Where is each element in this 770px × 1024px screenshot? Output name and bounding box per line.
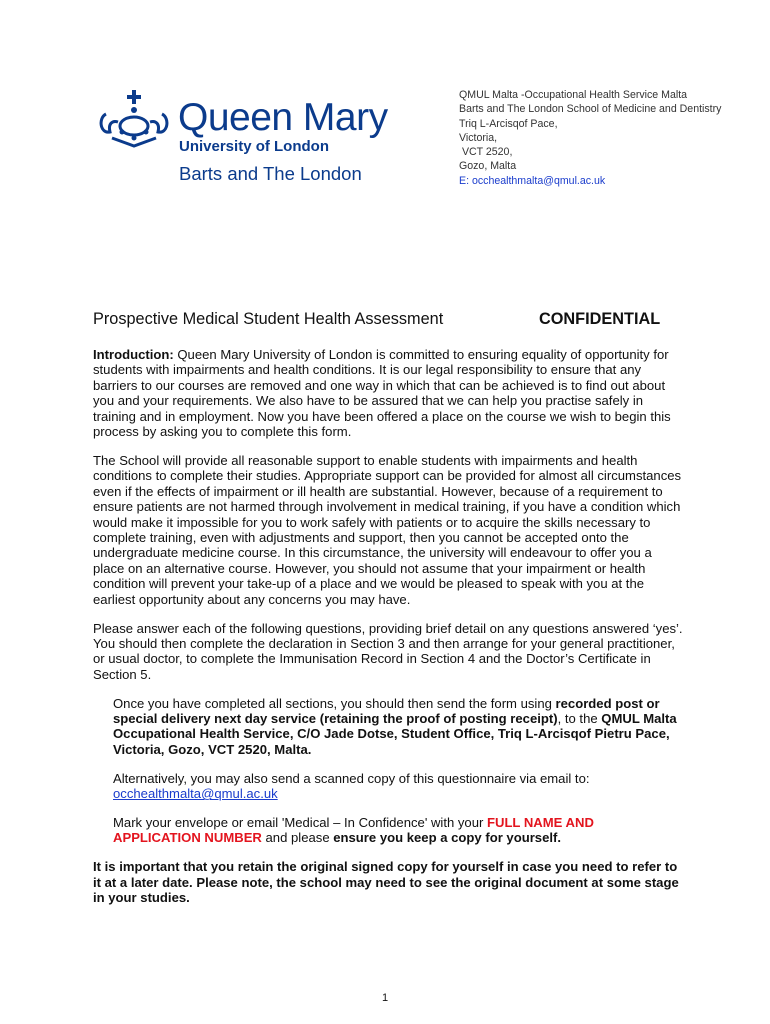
submission-instructions <box>93 696 683 846</box>
email-link[interactable]: occhealthmalta@qmul.ac.uk <box>113 786 278 802</box>
logo-name: Queen Mary <box>178 96 388 139</box>
address-line: Gozo, Malta <box>459 160 517 173</box>
mark-paragraph <box>113 815 683 846</box>
send-method: recorded post or special delivery next day service (retaining the proof of posting receipt) <box>113 695 660 727</box>
address-line: QMUL Malta -Occupational Health Service Malta <box>459 89 688 101</box>
instructions-paragraph: Please answer each of the following questions, providing brief detail on any questions answered ‘yes’. You should then complete the declaration in Section 3 and then arrange for your general practitioner, or usual doctor, to complete the Immunisation Record in Section 4 and the Doctor’s Certificate in Section 5. <box>93 620 683 682</box>
address-email[interactable]: E: occhealthmalta@qmul.ac.uk <box>459 174 606 187</box>
document-body <box>93 347 683 919</box>
address-line: Barts and The London School of Medicine and Dentistry <box>459 103 722 116</box>
logo-university: University of London <box>179 138 329 155</box>
intro-text: Queen Mary University of London is committed to ensuring equality of opportunity for students with impairments and health conditions. It is our legal responsibility to ensure that any barriers to our courses are removed and one way in which that can be achieved is to find out about you and your requirements. We also have to be assured that we can help you practise safely in training and in employment. Now you have been offered a place on the course we wish to begin this process by asking you to complete this form. <box>93 347 671 440</box>
address-line: Victoria, <box>459 131 498 144</box>
alternative-paragraph <box>113 771 683 802</box>
support-paragraph: The School will provide all reasonable support to enable students with impairments and health conditions to complete their studies. Appropriate support can be provided for almost all circumstances even if the effects of impairment or ill health are substantial. However, because of a requirement to ensure patients are not harmed through involvement in medical training, if you have a condition which would make it impossible for you to work safely with patients or to acquire the skills necessary to complete training, even with adjustments and support, then you cannot be accepted onto the undergraduate medicine course. In this circumstance, the university will endeavour to offer you a place on an alternative course. However, you should not assume that your impairment or health condition will prevent your take-up of a place and we would be pleased to speak with you at the earliest opportunity about any concerns you may have. <box>93 452 682 607</box>
keep-copy-text: ensure you keep a copy for yourself. <box>333 830 562 846</box>
intro-paragraph <box>93 347 683 439</box>
address-block <box>459 88 721 188</box>
important-paragraph: It is important that you retain the original signed copy for yourself in case you need to refer to it at a later date. Please note, the school may need to see the original document at some stage in your studies. <box>93 859 679 906</box>
page-title: Prospective Medical Student Health Assessment <box>93 310 444 328</box>
confidential-label: CONFIDENTIAL <box>539 310 661 328</box>
alternative-text: Alternatively, you may also send a scanned copy of this questionnaire via email to: <box>113 770 590 786</box>
address-line: Triq L-Arcisqof Pace, <box>459 117 558 130</box>
full-name-highlight: FULL NAME AND APPLICATION NUMBER <box>113 815 594 846</box>
send-text: Once you have completed all sections, you should then send the form using <box>113 695 556 711</box>
qmul-logo <box>96 86 386 186</box>
mark-text: Mark your envelope or email 'Medical – In Confidence' with your <box>113 815 487 831</box>
crown-crest-icon <box>96 88 172 152</box>
address-line: VCT 2520, <box>459 146 513 159</box>
page-number: 1 <box>381 992 389 1004</box>
mark-text-2: and please <box>261 830 334 846</box>
send-text-2: , to the <box>557 711 602 727</box>
send-paragraph <box>113 696 683 758</box>
intro-label: Introduction: <box>93 347 174 362</box>
logo-subtitle: Barts and The London <box>179 163 362 184</box>
send-address: QMUL Malta Occupational Health Service, C/O Jade Dotse, Student Office, Triq L-Arcisqof Pietru Pace, Victoria, Gozo, VCT 2520, Malta. <box>113 711 677 757</box>
